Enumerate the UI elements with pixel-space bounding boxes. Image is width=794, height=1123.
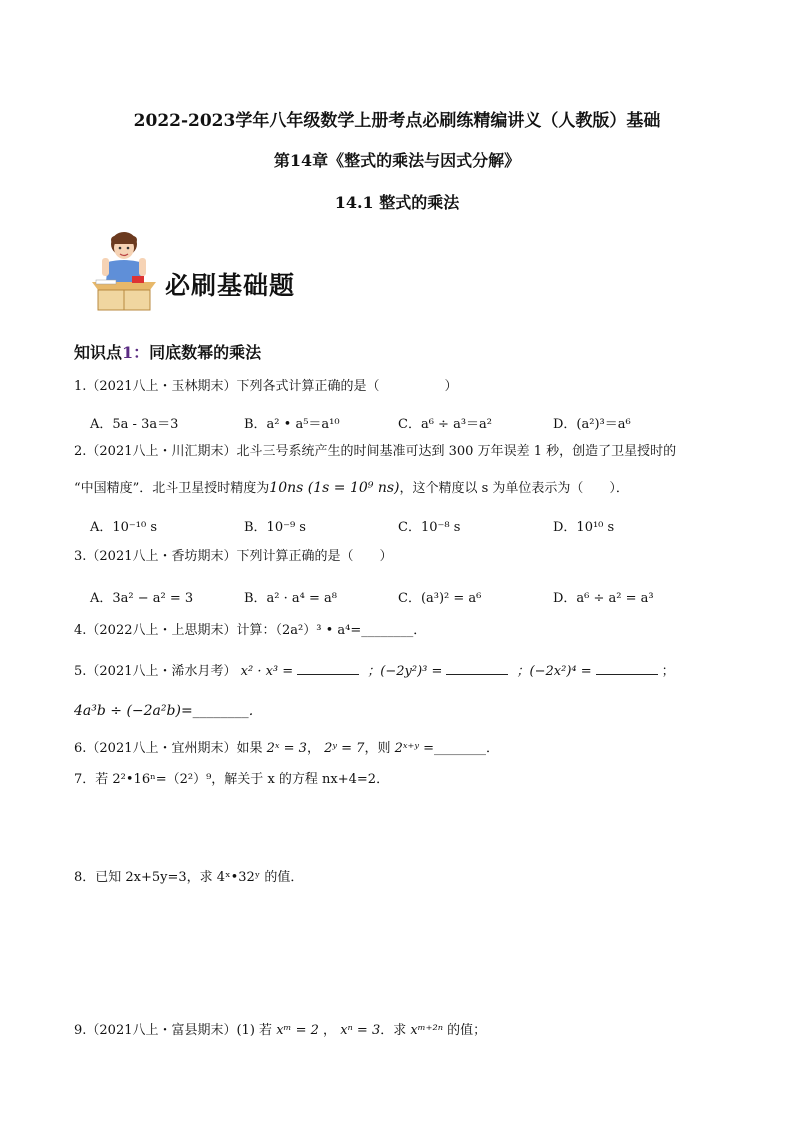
q2-text-b: ，这个精度以 s 为单位表示为（ ）． bbox=[399, 481, 629, 496]
question-9: 9.（2021八上・富县期末）(1) 若 xᵐ = 2 ， xⁿ = 3．求 xᵐ⁺²ⁿ 的值； bbox=[74, 1023, 487, 1038]
q9-math-2: xⁿ = 3 bbox=[340, 1023, 381, 1038]
q2-option-a: A．10⁻¹⁰ s bbox=[90, 520, 158, 535]
q2-text-a: “中国精度”．北斗卫星授时精度为 bbox=[74, 481, 270, 496]
question-8: 8．已知 2x+5y=3，求 4ˣ•32ʸ 的值． bbox=[74, 870, 304, 885]
q2-option-b: B．10⁻⁹ s bbox=[244, 520, 306, 535]
kp-number: 1： bbox=[122, 343, 150, 362]
question-1: 1.（2021八上・玉林期末）下列各式计算正确的是（ ） bbox=[74, 379, 458, 394]
question-7: 7．若 2²•16ⁿ=（2²）⁹，解关于 x 的方程 nx+4=2． bbox=[74, 772, 390, 787]
teacher-illustration bbox=[84, 228, 164, 316]
q6-prefix: 6.（2021八上・宜州期末）如果 bbox=[74, 741, 263, 756]
q3-option-a: A．3a² − a² = 3 bbox=[90, 591, 194, 606]
chapter-title: 第14章《整式的乘法与因式分解》 bbox=[273, 151, 521, 170]
q5-expr-1: x² · x³ = bbox=[240, 664, 294, 679]
q3-option-b: B．a² · a⁴ = a⁸ bbox=[244, 591, 337, 606]
question-5 bbox=[74, 662, 675, 678]
section-title: 14.1 整式的乘法 bbox=[334, 193, 460, 212]
q9-end: 的值； bbox=[447, 1023, 487, 1038]
question-2-line1: 2.（2021八上・川汇期末）北斗三号系统产生的时间基准可达到 300 万年误差 1 秒，创造了卫星授时的 bbox=[74, 444, 677, 459]
q9-math-3: xᵐ⁺²ⁿ bbox=[410, 1023, 444, 1038]
q2-option-d: D．10¹⁰ s bbox=[553, 520, 615, 535]
question-6: 6.（2021八上・宜州期末）如果 2ˣ = 3， 2ʸ = 7，则 2ˣ⁺ʸ =________． bbox=[74, 741, 500, 756]
q6-math-3: 2ˣ⁺ʸ = bbox=[394, 741, 434, 756]
q5-blank-3[interactable] bbox=[596, 662, 658, 675]
q5-expr-2: ；(−2y²)³ = bbox=[367, 664, 443, 679]
q1-option-a: A．5a - 3a＝3 bbox=[90, 417, 179, 432]
page-title: 2022-2023学年八年级数学上册考点必刷练精编讲义（人教版）基础 bbox=[133, 111, 661, 131]
question-3: 3.（2021八上・香坊期末）下列计算正确的是（ ） bbox=[74, 549, 393, 564]
question-2-line2 bbox=[74, 481, 629, 495]
q5-expr-3: ；(−2x²)⁴ = bbox=[516, 664, 592, 679]
q3-option-d: D．a⁶ ÷ a² = a³ bbox=[553, 591, 654, 606]
knowledge-point-heading bbox=[74, 340, 261, 363]
question-4: 4.（2022八上・上思期末）计算：（2a²）³ • a⁴=________． bbox=[74, 623, 427, 638]
q1-option-d: D．(a²)³＝a⁶ bbox=[553, 417, 631, 432]
section-banner: 必刷基础题 bbox=[165, 271, 296, 300]
q6-math-2: 2ʸ = 7 bbox=[324, 741, 365, 756]
kp-text: 同底数幂的乘法 bbox=[149, 343, 262, 362]
q6-end: ________． bbox=[434, 741, 500, 756]
q9-math-1: xᵐ = 2 bbox=[276, 1023, 319, 1038]
q5-prefix: 5.（2021八上・浠水月考） bbox=[74, 664, 237, 679]
q2-math: 10ns (1s = 10⁹ ns) bbox=[269, 480, 400, 496]
q9-prefix: 9.（2021八上・富县期末）(1) 若 bbox=[74, 1023, 273, 1038]
q5-blank-1[interactable] bbox=[297, 662, 359, 675]
q5-end: ； bbox=[661, 664, 675, 679]
q5-blank-2[interactable] bbox=[446, 662, 508, 675]
q9-mid: ．求 bbox=[380, 1023, 407, 1038]
kp-label: 知识点 bbox=[74, 343, 123, 362]
q1-option-b: B．a² • a⁵＝a¹⁰ bbox=[244, 417, 340, 432]
q6-math-1: 2ˣ = 3 bbox=[266, 741, 307, 756]
question-5-line2: 4a³b ÷ (−2a²b)=________． bbox=[74, 703, 263, 719]
q6-mid: ，则 bbox=[364, 741, 391, 756]
q1-option-c: C．a⁶ ÷ a³＝a² bbox=[398, 417, 492, 432]
q2-option-c: C．10⁻⁸ s bbox=[398, 520, 461, 535]
q3-option-c: C．(a³)² = a⁶ bbox=[398, 591, 482, 606]
